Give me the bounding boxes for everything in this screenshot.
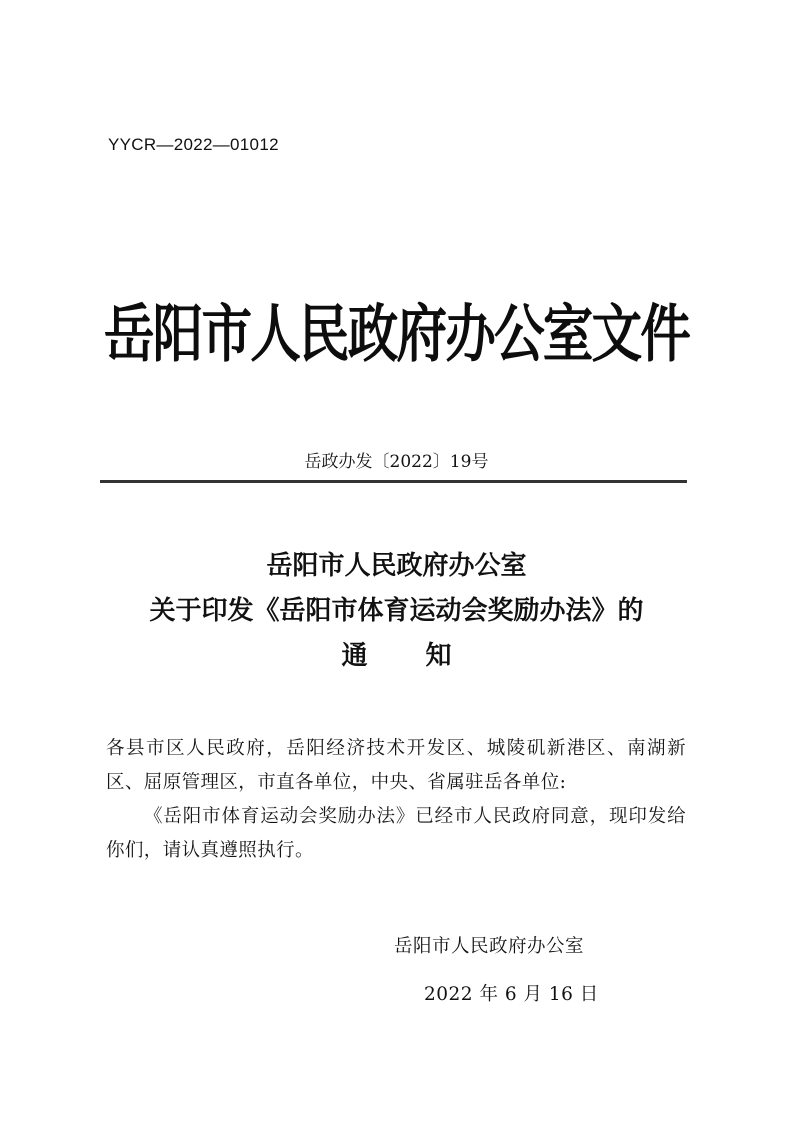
document-number: 岳政办发〔2022〕19号: [304, 452, 489, 472]
header-separator-line: [100, 480, 687, 483]
document-body: [106, 732, 686, 868]
content-paragraph: 《岳阳市体育运动会奖励办法》已经市人民政府同意，现印发给你们，请认真遵照执行。: [106, 806, 686, 861]
title-line-notice: 通知: [341, 641, 510, 671]
document-masthead: 岳阳市人民政府办公室文件: [103, 297, 690, 371]
document-title: [0, 544, 793, 679]
title-line-subject: 关于印发《岳阳市体育运动会奖励办法》的: [149, 596, 644, 626]
signature-issuer: 岳阳市人民政府办公室: [394, 936, 585, 957]
signature-date: 2022 年 6 月 16 日: [424, 984, 599, 1005]
title-line-issuer: 岳阳市人民政府办公室: [266, 551, 527, 581]
recipients-paragraph: 各县市区人民政府，岳阳经济技术开发区、城陵矶新港区、南湖新区、屈原管理区，市直各单位，中央、省属驻岳各单位:: [106, 738, 686, 793]
document-code: YYCR—2022—01012: [108, 135, 279, 154]
